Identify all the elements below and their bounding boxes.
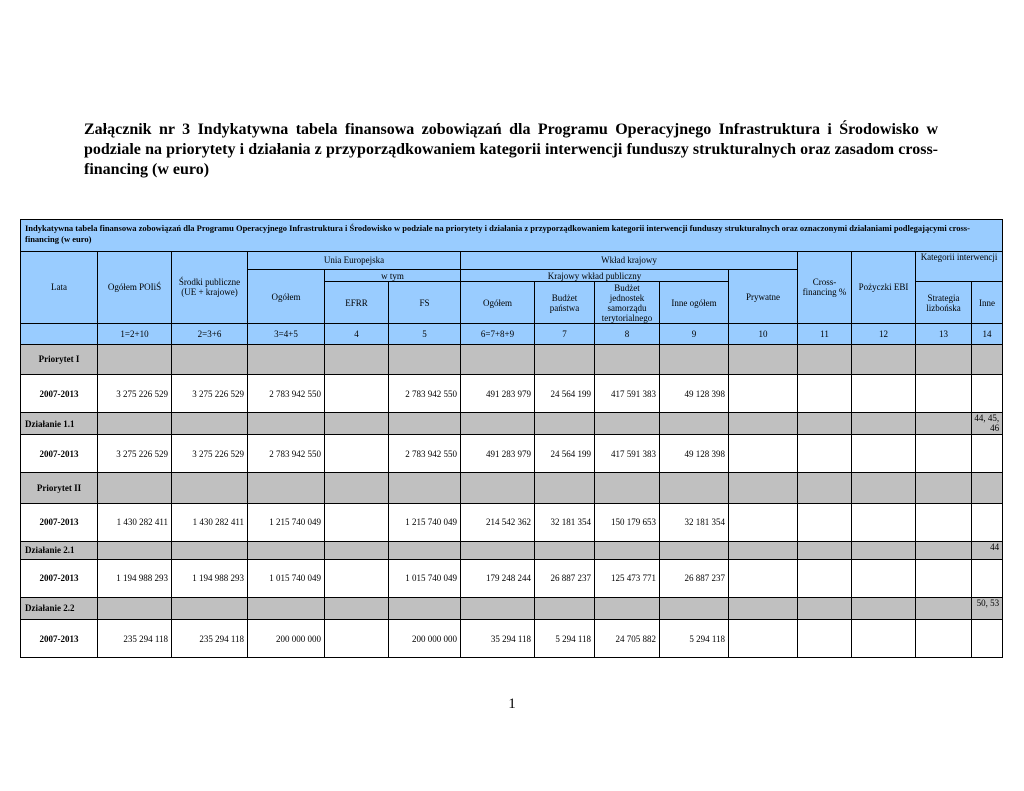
page-number: 1 [508, 696, 516, 712]
empty-cell [461, 344, 535, 375]
column-number-cell: 3=4+5 [248, 324, 325, 344]
value-cell: 3 275 226 529 [98, 435, 172, 473]
action-header-row [21, 541, 1003, 559]
value-cell [325, 559, 389, 597]
value-cell [325, 503, 389, 541]
empty-cell [325, 541, 389, 559]
empty-cell [325, 344, 389, 375]
empty-cell [461, 412, 535, 434]
value-cell: 2 783 942 550 [248, 375, 325, 413]
empty-cell [389, 344, 461, 375]
value-cell: 26 887 237 [535, 559, 595, 597]
row-label: Priorytet II [21, 473, 98, 504]
value-cell: 3 275 226 529 [98, 375, 172, 413]
empty-cell [461, 473, 535, 504]
empty-cell [916, 473, 972, 504]
empty-cell [729, 620, 798, 658]
empty-cell [852, 620, 916, 658]
empty-cell [729, 375, 798, 413]
value-cell [325, 435, 389, 473]
value-cell: 1 430 282 411 [172, 503, 248, 541]
value-cell: 49 128 398 [660, 375, 729, 413]
empty-cell [248, 541, 325, 559]
value-cell: 200 000 000 [248, 620, 325, 658]
column-number-cell: 14 [972, 324, 1003, 344]
empty-cell [660, 473, 729, 504]
column-number-cell [21, 324, 98, 344]
empty-cell [729, 473, 798, 504]
table-caption: Indykatywna tabela finansowa zobowiązań dla Programu Operacyjnego Infrastruktura i Środowisko w podziale na priorytety i działania z przyporządkowaniem kategorii interwencji funduszy strukturalnych oraz oznaczonymi działaniami podlegającymi cross-financing (w euro) [21, 220, 1003, 252]
column-number-cell: 8 [595, 324, 660, 344]
action-header-row [21, 597, 1003, 619]
table-row [21, 375, 1003, 413]
empty-cell [389, 541, 461, 559]
empty-cell [325, 412, 389, 434]
column-number-row [21, 324, 1003, 344]
row-year: 2007-2013 [21, 503, 98, 541]
empty-cell [389, 597, 461, 619]
empty-cell [595, 597, 660, 619]
value-cell: 200 000 000 [389, 620, 461, 658]
empty-cell [172, 344, 248, 375]
empty-cell [798, 435, 852, 473]
empty-cell [660, 344, 729, 375]
value-cell: 5 294 118 [535, 620, 595, 658]
empty-cell [98, 597, 172, 619]
empty-cell [916, 435, 972, 473]
header-srodki-publiczne: Środki publiczne (UE + krajowe) [172, 251, 248, 323]
empty-cell [972, 620, 1003, 658]
empty-cell [248, 412, 325, 434]
header-ue-ogolem: Ogółem [248, 270, 325, 324]
table-row [21, 559, 1003, 597]
empty-cell [729, 435, 798, 473]
empty-cell [972, 375, 1003, 413]
empty-cell [729, 412, 798, 434]
table-row [21, 620, 1003, 658]
empty-cell [729, 597, 798, 619]
value-cell: 3 275 226 529 [172, 375, 248, 413]
empty-cell [798, 597, 852, 619]
value-cell: 1 194 988 293 [172, 559, 248, 597]
empty-cell [852, 541, 916, 559]
column-number-cell: 7 [535, 324, 595, 344]
column-number-cell: 5 [389, 324, 461, 344]
empty-cell [916, 412, 972, 434]
empty-cell [729, 503, 798, 541]
empty-cell [729, 559, 798, 597]
empty-cell [98, 473, 172, 504]
empty-cell [798, 620, 852, 658]
value-cell: 24 705 882 [595, 620, 660, 658]
value-cell: 1 430 282 411 [98, 503, 172, 541]
empty-cell [729, 541, 798, 559]
empty-cell [461, 597, 535, 619]
value-cell: 5 294 118 [660, 620, 729, 658]
header-lata: Lata [21, 251, 98, 323]
empty-cell [660, 412, 729, 434]
header-inne-ogolem: Inne ogółem [660, 282, 729, 324]
empty-cell [595, 412, 660, 434]
financial-table [20, 219, 1003, 658]
document-title: Załącznik nr 3 Indykatywna tabela finansowa zobowiązań dla Programu Operacyjnego Infrastruktura i Środowisko w podziale na priorytety i działania z przyporządkowaniem kategorii interwencji funduszy strukturalnych oraz zasadom cross-financing (w euro) [84, 121, 938, 178]
empty-cell [852, 412, 916, 434]
column-number-cell: 11 [798, 324, 852, 344]
row-year: 2007-2013 [21, 375, 98, 413]
header-prywatne: Prywatne [729, 270, 798, 324]
value-cell: 1 015 740 049 [389, 559, 461, 597]
empty-cell [98, 412, 172, 434]
header-wklad-krajowy: Wkład krajowy [461, 251, 798, 269]
empty-cell [172, 412, 248, 434]
action-header-row [21, 412, 1003, 434]
empty-cell [972, 435, 1003, 473]
value-cell: 179 248 244 [461, 559, 535, 597]
empty-cell [916, 541, 972, 559]
empty-cell [798, 344, 852, 375]
value-cell: 49 128 398 [660, 435, 729, 473]
empty-cell [916, 375, 972, 413]
table-row [21, 503, 1003, 541]
empty-cell [972, 559, 1003, 597]
value-cell: 235 294 118 [172, 620, 248, 658]
empty-cell [389, 473, 461, 504]
header-efrr: EFRR [325, 282, 389, 324]
value-cell: 417 591 383 [595, 375, 660, 413]
value-cell: 2 783 942 550 [248, 435, 325, 473]
row-year: 2007-2013 [21, 435, 98, 473]
value-cell: 417 591 383 [595, 435, 660, 473]
value-cell: 3 275 226 529 [172, 435, 248, 473]
empty-cell [798, 412, 852, 434]
row-label: Działanie 2.1 [21, 541, 98, 559]
value-cell: 32 181 354 [660, 503, 729, 541]
empty-cell [535, 412, 595, 434]
empty-cell [325, 473, 389, 504]
empty-cell [916, 559, 972, 597]
value-cell [325, 620, 389, 658]
header-fs: FS [389, 282, 461, 324]
empty-cell [535, 597, 595, 619]
value-cell [325, 375, 389, 413]
empty-cell [972, 503, 1003, 541]
empty-cell [248, 344, 325, 375]
column-number-cell: 6=7+8+9 [461, 324, 535, 344]
empty-cell [535, 344, 595, 375]
empty-cell [172, 473, 248, 504]
empty-cell [660, 541, 729, 559]
empty-cell [916, 503, 972, 541]
empty-cell [798, 541, 852, 559]
empty-cell [248, 473, 325, 504]
empty-cell [798, 473, 852, 504]
header-cross-financing: Cross-financing % [798, 251, 852, 323]
value-cell: 491 283 979 [461, 375, 535, 413]
value-cell: 1 194 988 293 [98, 559, 172, 597]
column-number-cell: 4 [325, 324, 389, 344]
categories-cell [972, 473, 1003, 504]
column-number-cell: 10 [729, 324, 798, 344]
empty-cell [798, 375, 852, 413]
empty-cell [172, 541, 248, 559]
value-cell: 2 783 942 550 [389, 375, 461, 413]
value-cell: 1 015 740 049 [248, 559, 325, 597]
header-krajowy-wklad-publiczny: Krajowy wkład publiczny [461, 270, 729, 282]
value-cell: 1 215 740 049 [389, 503, 461, 541]
value-cell: 491 283 979 [461, 435, 535, 473]
value-cell: 1 215 740 049 [248, 503, 325, 541]
value-cell: 24 564 199 [535, 435, 595, 473]
empty-cell [325, 597, 389, 619]
value-cell: 32 181 354 [535, 503, 595, 541]
empty-cell [535, 473, 595, 504]
row-label: Priorytet I [21, 344, 98, 375]
empty-cell [98, 344, 172, 375]
column-number-cell: 9 [660, 324, 729, 344]
header-budzet-panstwa: Budżet państwa [535, 282, 595, 324]
column-number-cell: 1=2+10 [98, 324, 172, 344]
header-kategorie-interwencji: Kategorii interwencji [916, 251, 1003, 282]
header-unia-europejska: Unia Europejska [248, 251, 461, 269]
priority-header-row [21, 473, 1003, 504]
empty-cell [535, 541, 595, 559]
row-label: Działanie 1.1 [21, 412, 98, 434]
header-w-tym: w tym [325, 270, 461, 282]
empty-cell [798, 559, 852, 597]
value-cell: 2 783 942 550 [389, 435, 461, 473]
value-cell: 214 542 362 [461, 503, 535, 541]
empty-cell [595, 541, 660, 559]
row-year: 2007-2013 [21, 559, 98, 597]
categories-cell: 44, 45, 46 [972, 412, 1003, 434]
empty-cell [595, 473, 660, 504]
column-number-cell: 13 [916, 324, 972, 344]
empty-cell [798, 503, 852, 541]
empty-cell [852, 597, 916, 619]
categories-cell: 44 [972, 541, 1003, 559]
value-cell: 35 294 118 [461, 620, 535, 658]
empty-cell [852, 435, 916, 473]
empty-cell [852, 375, 916, 413]
empty-cell [852, 559, 916, 597]
header-inne: Inne [972, 282, 1003, 324]
empty-cell [389, 412, 461, 434]
empty-cell [595, 344, 660, 375]
empty-cell [461, 541, 535, 559]
table-row [21, 435, 1003, 473]
categories-cell: 50, 53 [972, 597, 1003, 619]
empty-cell [916, 597, 972, 619]
empty-cell [98, 541, 172, 559]
value-cell: 24 564 199 [535, 375, 595, 413]
header-kw-ogolem: Ogółem [461, 282, 535, 324]
empty-cell [248, 597, 325, 619]
row-year: 2007-2013 [21, 620, 98, 658]
header-strategia-lizbonska: Strategia lizbońska [916, 282, 972, 324]
empty-cell [660, 597, 729, 619]
empty-cell [852, 344, 916, 375]
empty-cell [729, 344, 798, 375]
column-number-cell: 12 [852, 324, 916, 344]
value-cell: 26 887 237 [660, 559, 729, 597]
priority-header-row [21, 344, 1003, 375]
categories-cell [972, 344, 1003, 375]
empty-cell [852, 503, 916, 541]
header-pozyczki-ebi: Pożyczki EBI [852, 251, 916, 323]
value-cell: 235 294 118 [98, 620, 172, 658]
column-number-cell: 2=3+6 [172, 324, 248, 344]
row-label: Działanie 2.2 [21, 597, 98, 619]
empty-cell [852, 473, 916, 504]
empty-cell [172, 597, 248, 619]
value-cell: 125 473 771 [595, 559, 660, 597]
header-budzet-jst: Budżet jednostek samorządu terytorialnego [595, 282, 660, 324]
empty-cell [916, 620, 972, 658]
value-cell: 150 179 653 [595, 503, 660, 541]
header-ogolem-poiis: Ogółem POIiŚ [98, 251, 172, 323]
empty-cell [916, 344, 972, 375]
